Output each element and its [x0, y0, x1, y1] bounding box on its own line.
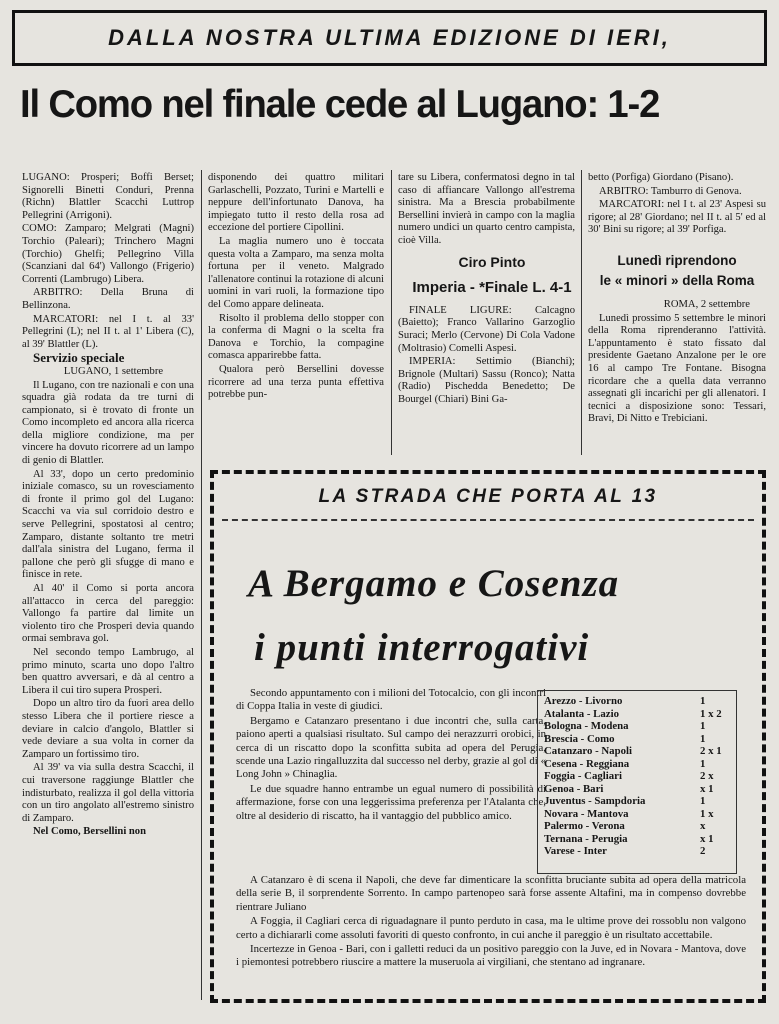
paragraph: Nel Como, Bersellini non: [33, 826, 146, 838]
table-row: [544, 795, 730, 808]
box-divider: [222, 519, 754, 521]
paragraph: Qualora però Bersellini dovesse ricorrere ad una terza punta effettiva potrebbe pun-: [208, 363, 384, 401]
box-text-upper: [236, 687, 546, 824]
schedina-table: [537, 690, 737, 874]
paragraph: Le due squadre hanno entrambe un egual numero di possibilità di affermazione, forse con una leggerissima preferenza per l'Atalanta che, oltre al desiderio di riscatto, ha il vantaggio del pubblico amico.: [236, 782, 546, 822]
scorers: MARCATORI: nel I t. al 23' Aspesi su rigore; al 28' Giordano; nel II t. al 5' ed al 30' Bini su rigore; al 39' Porfiga.: [588, 199, 766, 236]
match-cell: Juventus - Sampdoria: [544, 795, 646, 807]
pick-cell: 2 x: [700, 770, 714, 782]
box-headline-line-2: i punti interrogativi: [254, 626, 590, 669]
lineup-continued: betto (Porfiga) Giordano (Pisano).: [588, 172, 734, 183]
table-row: [544, 758, 730, 771]
paragraph: Il Lugano, con tre nazionali e con una squadra già rodata da tre turni di campionato, si è trovato di fronte un Como incompleto ed ancora alla ricerca della migliore condizione, ma per vincere ha dovuto ricorrere ad un lampo di genio di Blattler.: [22, 379, 194, 467]
paragraph: A Foggia, il Cagliari cerca di riguadagnare il punto perduto in casa, ma le ultime prove dei rossoblu non valgono certo a dichiararli come assoluti favoriti di questo confronto, in cui anche il pareggio è un risultato accettabile.: [236, 915, 746, 941]
lineup-como: COMO: Zamparo; Melgrati (Magni) Torchio (Paleari); Trinchero Magni (Torchio) Ghelfi; Pellegrino Villa (Scanziani dal 64') Vallongo (Frigerio) Correnti (Lambrugo) Libera.: [22, 223, 194, 285]
referee: ARBITRO: Della Bruna di Bellinzona.: [22, 287, 194, 311]
totocalcio-box: [210, 470, 766, 1003]
table-row: [544, 770, 730, 783]
box-text-lower: [236, 874, 746, 971]
main-headline: Il Como nel finale cede al Lugano: 1-2: [20, 83, 660, 126]
match-cell: Foggia - Cagliari: [544, 770, 622, 782]
table-row: [544, 808, 730, 821]
pick-cell: 1: [700, 695, 706, 707]
lineup-lugano: LUGANO: Prosperi; Boffi Berset; Signorelli Binetti Conduri, Prenna (Richn) Blattler Scacchi Luttrop Pellegrini (Arrigoni).: [22, 172, 194, 221]
pick-cell: 1: [700, 720, 706, 732]
column-rule: [201, 170, 202, 1000]
match-cell: Genoa - Bari: [544, 782, 604, 795]
table-row: [544, 695, 730, 708]
roma-headline-line-2: le « minori » della Roma: [599, 272, 755, 288]
pick-cell: 1: [700, 795, 706, 807]
dateline: ROMA, 2 settembre: [663, 298, 750, 310]
column-1: [22, 172, 194, 840]
lineup-finale: FINALE LIGURE: Calcagno (Baietto); Franco Vallarino Garzoglio Suraci; Merlo (Cervone) Di Cola Vadone (Moltrasio) Comelli Aspesi.: [398, 304, 575, 354]
paragraph: Secondo appuntamento con i milioni del Totocalcio, con gli incontri di Coppa Italia in veste di giudici.: [236, 687, 546, 713]
pick-cell: x: [700, 820, 706, 832]
table-row: [544, 833, 730, 846]
paragraph: A Catanzaro è di scena il Napoli, che deve far dimenticare la sconfitta bruciante subita ad opera della matricola della serie B, il sorprendente Sorrento. In campo partenopeo sarà forse assente Altafini, ma in compenso dovrebbe rientrare Juliano: [236, 874, 746, 913]
match-cell: Catanzaro - Napoli: [544, 745, 632, 757]
pick-cell: 1: [700, 757, 706, 770]
pick-cell: 1: [700, 732, 706, 745]
table-row: [544, 820, 730, 833]
match-cell: Arezzo - Livorno: [544, 695, 623, 707]
column-rule: [391, 170, 392, 455]
match-cell: Cesena - Reggiana: [544, 757, 630, 770]
column-2: [208, 172, 384, 403]
author: Ciro Pinto: [458, 253, 526, 270]
paragraph: Bergamo e Catanzaro presentano i due incontri che, sulla carta, paiono aperti a qualsiasi risultato. Sul campo dei nerazzurri orobici, in cerca di un riscatto dopo la sconfitta subita ad opera del Perugia, scende una Lazio ringalluzzita dal successo nel derby, grazie al gol di « Long John » Chinaglia.: [236, 714, 546, 781]
paragraph: Al 39' va via sulla destra Scacchi, il cui traversone raggiunge Blattler che indisturbato, realizza il gol della vittoria con un tiro angolato all'estremo sinistro di Zamparo.: [22, 762, 194, 824]
paragraph: disponendo dei quattro militari Garlaschelli, Pozzato, Turini e Martelli e neppure dell'infortunato Danova, ha impiegato tutto il resto della rosa ad eccezione del portiere Cipollini.: [208, 172, 384, 234]
pick-cell: 2 x 1: [700, 745, 722, 757]
pick-cell: x 1: [700, 782, 714, 795]
table-row: [544, 745, 730, 758]
table-row: [544, 720, 730, 733]
paragraph: Al 33', dopo un certo predominio iniziale comasco, su un rovesciamento di fronte il primo gol del Lugano: Scacchi va via sul corridoio destro e serve Pellegrini, spostatosi al centro; Zamparo, distante soltanto tre metri dall'ala sinistra del Lugano, ferma il pallone che però gli sfugge di mano e finisce in rete.: [22, 468, 194, 581]
table-row: [544, 733, 730, 746]
box-headline-line-1: A Bergamo e Cosenza: [248, 562, 620, 605]
column-3: [398, 172, 575, 408]
scorers: MARCATORI: nel I t. al 33' Pellegrini (L); nel II t. al 1' Libera (C), al 39' Blattler (L).: [22, 313, 194, 350]
column-4: [588, 172, 766, 427]
match-cell: Novara - Mantova: [544, 807, 629, 820]
paragraph: Al 40' il Como si porta ancora all'attacco in cerca del pareggio: Vallongo fa partire dal limite un violento tiro che Prosperi devia quando ormai sembrava gol.: [22, 583, 194, 645]
roma-headline-line-1: Lunedì riprendono: [617, 252, 737, 268]
match-cell: Palermo - Verona: [544, 820, 625, 832]
column-rule: [581, 170, 582, 455]
paragraph: Lunedì prossimo 5 settembre le minori della Roma riprenderanno l'attività. L'appuntamento è stato fissato dal presidente Gaetano Anzalone per le ore 16 al campo Tre Fontane. Bisogna ricordare che a quella data verranno assegnati gli incarichi per gli allenatori. I tecnici a disposizione sono: Tessari, Bravi, Di Nitto e Trebiciani.: [588, 312, 766, 425]
paragraph: Risolto il problema dello stopper con la conferma di Magni o la scelta fra Danova e Torchio, la compagine comasca apparirebbe fatta.: [208, 312, 384, 362]
paragraph: Dopo un altro tiro da fuori area dello stesso Libera che il portiere riesce a deviare in calcio d'angolo, Blattler si vede deviare a sua volta in corner da Zamparo un fortissimo tiro.: [22, 698, 194, 760]
referee: ARBITRO: Tamburro di Genova.: [599, 185, 742, 197]
pick-cell: 1 x: [700, 807, 714, 820]
match-cell: Bologna - Modena: [544, 720, 629, 732]
dateline: LUGANO, 1 settembre: [63, 365, 164, 377]
paragraph: Nel secondo tempo Lambrugo, al primo minuto, scarta uno dopo l'altro ben quattro avversari, e dà al centro a Libera il cui tiro supera Prosperi.: [22, 646, 194, 696]
roma-headline: [588, 251, 766, 291]
match-cell: Atalanta - Lazio: [544, 707, 619, 720]
lineup-imperia: IMPERIA: Settimio (Bianchi); Brignole (Multari) Sassu (Ronco); Natta (Radio) Pischedda Benedetto; De Bourgel (Chiari) Bini Ga-: [398, 356, 575, 405]
paragraph: Incertezze in Genoa - Bari, con i galletti reduci da un positivo pareggio con la Juve, ed in Novara - Mantova, dove i piemontesi potrebbero riuscire a mattere la museruola ai virgiliani, che stentano ad ingranare.: [236, 943, 746, 969]
match-cell: Varese - Inter: [544, 845, 607, 857]
box-title: LA STRADA CHE PORTA AL 13: [318, 486, 658, 507]
table-row: [544, 708, 730, 721]
match-cell: Ternana - Perugia: [544, 832, 628, 845]
pick-cell: x 1: [700, 832, 714, 845]
table-row: [544, 783, 730, 796]
pick-cell: 2: [700, 845, 706, 857]
table-row: [544, 845, 730, 858]
edition-banner: DALLA NOSTRA ULTIMA EDIZIONE DI IERI,: [12, 10, 767, 66]
pick-cell: 1 x 2: [700, 707, 722, 720]
subhead: Servizio speciale: [33, 350, 125, 366]
imperia-headline: Imperia - *Finale L. 4-1: [412, 279, 572, 297]
paragraph: tare su Libera, confermatosi degno in tal caso di affiancare Vallongo all'estrema sinistra. Ma a Brescia probabilmente Bersellini invierà in campo con la maglia numero undici un quarto centro campista, cioè Villa.: [398, 172, 575, 246]
match-cell: Brescia - Como: [544, 732, 615, 745]
paragraph: La maglia numero uno è toccata questa volta a Zamparo, ma senza molta fortuna per il veneto. Malgrado l'allenatore continui la rotazione di alcuni uomini in vari ruoli, la formazione tipo del Como appare delineata.: [208, 235, 384, 310]
